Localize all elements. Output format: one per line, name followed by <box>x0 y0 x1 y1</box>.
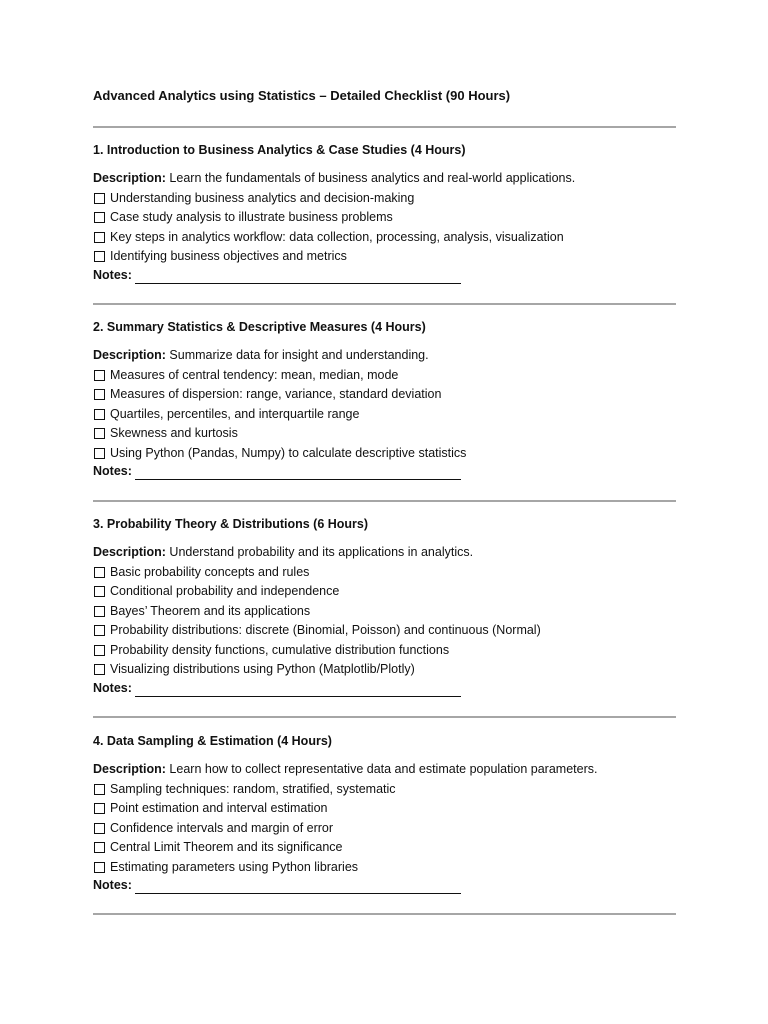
section-divider <box>93 126 676 128</box>
checkbox[interactable] <box>94 448 105 459</box>
checkbox[interactable] <box>94 251 105 262</box>
checkbox[interactable] <box>94 409 105 420</box>
checklist-item <box>93 208 676 228</box>
checkbox[interactable] <box>94 625 105 636</box>
checklist-item <box>93 641 676 661</box>
checklist-item <box>93 602 676 622</box>
description-text: Summarize data for insight and understanding. <box>169 348 429 362</box>
description-text: Understand probability and its applications in analytics. <box>169 545 474 559</box>
checkbox[interactable] <box>94 862 105 873</box>
checklist-item-label: Conditional probability and independence <box>110 584 340 598</box>
section-title: 4. Data Sampling & Estimation (4 Hours) <box>93 734 332 748</box>
checklist-item <box>93 247 676 267</box>
checklist-item-label: Basic probability concepts and rules <box>110 564 310 579</box>
checkbox[interactable] <box>94 823 105 834</box>
checkbox[interactable] <box>94 803 105 814</box>
section-divider <box>93 716 676 718</box>
notes-field <box>93 267 676 284</box>
checklist-item <box>93 366 676 386</box>
notes-label: Notes: <box>93 267 132 282</box>
section-divider <box>93 913 676 915</box>
checklist-item <box>93 838 676 858</box>
checkbox[interactable] <box>94 389 105 400</box>
description-label: Description: <box>93 348 166 362</box>
section-description <box>93 760 676 780</box>
checklist-item-label: Understanding business analytics and decision-making <box>110 190 415 205</box>
notes-label: Notes: <box>93 464 132 478</box>
checkbox[interactable] <box>94 232 105 243</box>
checklist-item <box>93 660 676 680</box>
description-text: Learn how to collect representative data and estimate population parameters. <box>169 762 598 776</box>
checklist-item <box>93 582 676 602</box>
section-title: 3. Probability Theory & Distributions (6 Hours) <box>93 517 369 531</box>
description-text: Learn the fundamentals of business analytics and real-world applications. <box>169 171 576 185</box>
description-label: Description: <box>93 545 166 559</box>
section-title: 1. Introduction to Business Analytics & Case Studies (4 Hours) <box>93 143 466 157</box>
checklist-item-label: Identifying business objectives and metrics <box>110 249 347 263</box>
checkbox[interactable] <box>94 664 105 675</box>
checklist-item <box>93 563 676 583</box>
description-label: Description: <box>93 762 166 776</box>
description-label: Description: <box>93 171 166 185</box>
checklist-item <box>93 799 676 819</box>
checkbox[interactable] <box>94 567 105 578</box>
checkbox[interactable] <box>94 428 105 439</box>
checklist-item-label: Visualizing distributions using Python (Matplotlib/Plotly) <box>110 662 415 676</box>
section-description <box>93 169 676 189</box>
checkbox[interactable] <box>94 842 105 853</box>
checklist-item <box>93 228 676 248</box>
checkbox[interactable] <box>94 212 105 223</box>
checklist-item-label: Using Python (Pandas, Numpy) to calculate descriptive statistics <box>110 445 467 460</box>
section-description <box>93 543 676 563</box>
checklist-item <box>93 385 676 405</box>
checklist-item-label: Point estimation and interval estimation <box>110 801 328 815</box>
checkbox[interactable] <box>94 586 105 597</box>
checklist-item-label: Key steps in analytics workflow: data collection, processing, analysis, visualization <box>110 229 564 244</box>
checklist-item-label: Case study analysis to illustrate business problems <box>110 210 393 224</box>
section-2 <box>93 319 676 480</box>
checklist-item <box>93 819 676 839</box>
document-title: Advanced Analytics using Statistics – Detailed Checklist (90 Hours) <box>93 88 511 103</box>
notes-line[interactable] <box>135 881 461 894</box>
notes-field <box>93 877 676 894</box>
checklist-item <box>93 780 676 800</box>
checklist-item-label: Confidence intervals and margin of error <box>110 820 334 835</box>
notes-line[interactable] <box>135 467 461 480</box>
checklist-item-label: Central Limit Theorem and its significance <box>110 840 343 854</box>
section-1 <box>93 142 676 284</box>
checklist-item <box>93 444 676 464</box>
checkbox[interactable] <box>94 606 105 617</box>
checklist-item-label: Quartiles, percentiles, and interquartile range <box>110 406 360 421</box>
checklist-item-label: Probability distributions: discrete (Binomial, Poisson) and continuous (Normal) <box>110 623 541 637</box>
section-description <box>93 346 676 366</box>
section-3 <box>93 516 676 697</box>
checkbox[interactable] <box>94 645 105 656</box>
checklist-item-label: Bayes’ Theorem and its applications <box>110 603 311 618</box>
section-title: 2. Summary Statistics & Descriptive Measures (4 Hours) <box>93 320 426 334</box>
checklist-item <box>93 405 676 425</box>
checklist-item-label: Measures of central tendency: mean, median, mode <box>110 367 399 382</box>
checklist-item-label: Estimating parameters using Python libraries <box>110 859 359 874</box>
section-4 <box>93 733 676 894</box>
notes-line[interactable] <box>135 271 461 284</box>
checklist-item-label: Sampling techniques: random, stratified, systematic <box>110 781 396 796</box>
section-divider <box>93 500 676 502</box>
checklist-item <box>93 858 676 878</box>
notes-field <box>93 463 676 480</box>
section-divider <box>93 303 676 305</box>
checklist-item-label: Skewness and kurtosis <box>110 426 238 440</box>
notes-label: Notes: <box>93 680 132 695</box>
checklist-item <box>93 621 676 641</box>
checklist-item-label: Probability density functions, cumulative distribution functions <box>110 642 450 657</box>
notes-line[interactable] <box>135 684 461 697</box>
checklist-item <box>93 424 676 444</box>
checklist-item-label: Measures of dispersion: range, variance, standard deviation <box>110 387 442 401</box>
notes-label: Notes: <box>93 878 132 892</box>
checkbox[interactable] <box>94 193 105 204</box>
checkbox[interactable] <box>94 784 105 795</box>
notes-field <box>93 680 676 697</box>
checkbox[interactable] <box>94 370 105 381</box>
checklist-item <box>93 189 676 209</box>
